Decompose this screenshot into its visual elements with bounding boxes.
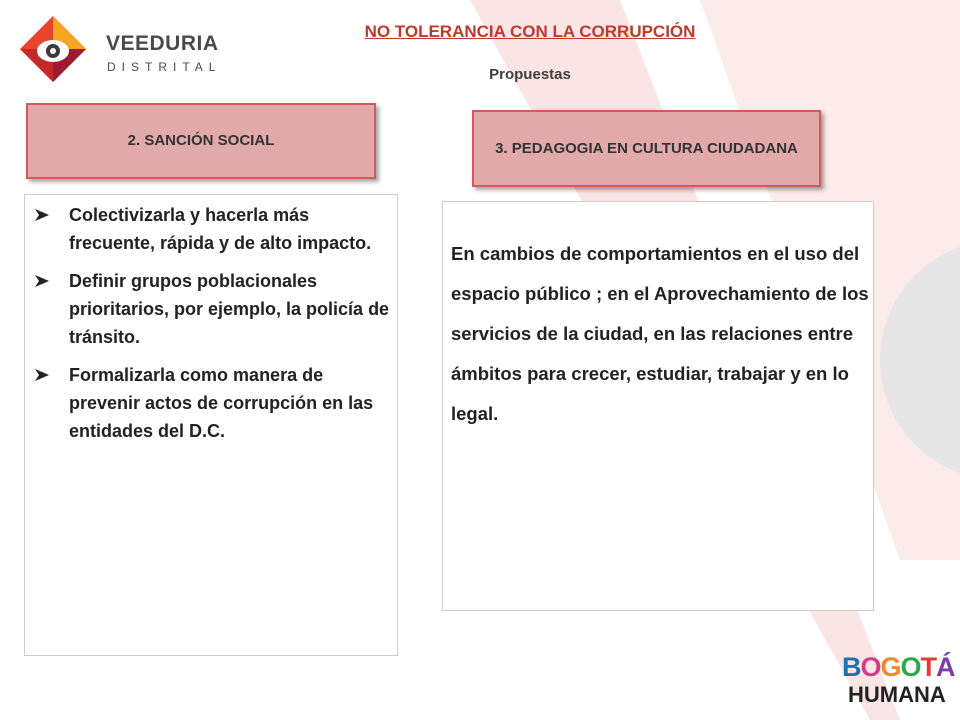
bogota-letter: O [900, 652, 921, 682]
bullet-text: Colectivizarla y hacerla más frecuente, rápida y de alto impacto. [69, 205, 372, 253]
page-subtitle: Propuestas [489, 66, 571, 83]
bogota-humana-logo [842, 652, 955, 710]
bogota-wordmark [842, 652, 955, 682]
list-item [33, 267, 393, 351]
veeduria-logo [18, 14, 222, 84]
bogota-letter: O [860, 652, 881, 682]
pedagogia-panel [442, 201, 874, 611]
bogota-letter: B [842, 652, 861, 682]
humana-wordmark: HUMANA [848, 682, 946, 707]
list-item [33, 201, 393, 257]
bogota-letter: T [920, 652, 937, 682]
bogota-letter: G [880, 652, 901, 682]
list-item [33, 361, 393, 445]
veeduria-emblem-icon [18, 14, 88, 84]
section-heading-sancion-social: 2. SANCIÓN SOCIAL [26, 103, 376, 179]
section-heading-pedagogia: 3. PEDAGOGIA EN CULTURA CIUDADANA [472, 110, 821, 187]
arrow-bullet-icon [35, 275, 49, 287]
sancion-social-panel [24, 194, 398, 656]
page-title: NO TOLERANCIA CON LA CORRUPCIÓN [364, 22, 696, 41]
bullet-list [33, 201, 393, 455]
logo-subname: DISTRITAL [107, 60, 222, 74]
bogota-letter: Á [936, 652, 955, 682]
logo-name: VEEDURIA [106, 32, 219, 55]
arrow-bullet-icon [35, 209, 49, 221]
arrow-bullet-icon [35, 369, 49, 381]
bullet-text: Formalizarla como manera de prevenir actos de corrupción en las entidades del D.C. [69, 365, 374, 441]
pedagogia-text: En cambios de comportamientos en el uso del espacio público ; en el Aprovechamiento de los servicios de la ciudad, en las relaciones entre ámbitos para crecer, estudiar, trabajar y en lo legal. [451, 243, 869, 424]
bullet-text: Definir grupos poblacionales prioritarios, por ejemplo, la policía de tránsito. [69, 271, 390, 347]
